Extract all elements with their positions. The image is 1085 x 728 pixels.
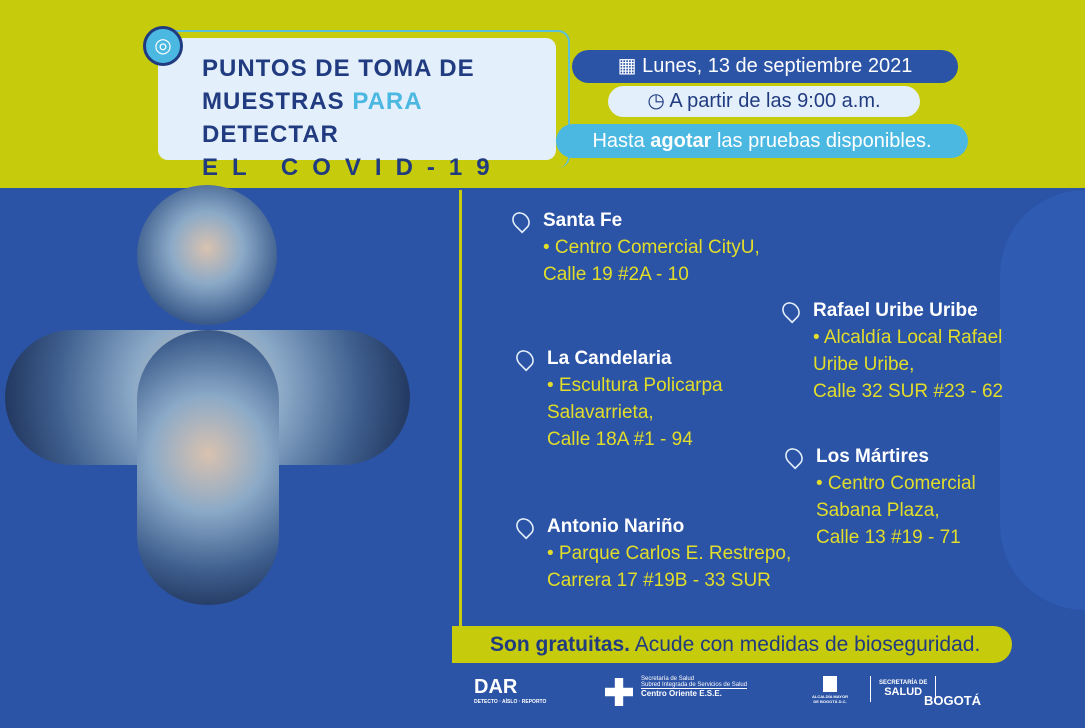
clock-icon: ◷ bbox=[647, 90, 670, 112]
location-address-line: Sabana Plaza, bbox=[816, 500, 940, 521]
location-name: Santa Fe bbox=[543, 210, 623, 231]
location-address-line: Calle 18A #1 - 94 bbox=[547, 429, 693, 450]
location-item bbox=[547, 513, 791, 594]
logo-alcaldia bbox=[812, 676, 848, 704]
location-address-line: Uribe Uribe, bbox=[813, 354, 915, 375]
logo-text: SALUD bbox=[884, 686, 923, 698]
title-line-1: PUNTOS DE TOMA DE bbox=[202, 55, 475, 82]
until-pill bbox=[556, 124, 968, 158]
logo-subred bbox=[605, 676, 747, 698]
until-bold: agotar bbox=[650, 130, 712, 152]
calendar-icon: ▦ bbox=[617, 55, 643, 77]
photo-health-worker bbox=[137, 185, 277, 325]
map-pin-icon bbox=[509, 209, 534, 234]
logo-text: Secretaría de Salud bbox=[641, 676, 695, 682]
location-address-line: Salavarrieta, bbox=[547, 402, 654, 423]
logo-dar bbox=[474, 676, 546, 705]
logo-dar-text: DAR bbox=[474, 676, 518, 698]
location-item bbox=[813, 297, 1003, 405]
title-word: MUESTRAS bbox=[202, 88, 345, 115]
map-pin-icon bbox=[513, 347, 538, 372]
location-name: La Candelaria bbox=[547, 348, 672, 369]
time-text: A partir de las 9:00 a.m. bbox=[669, 90, 881, 112]
location-address-line: Calle 32 SUR #23 - 62 bbox=[813, 381, 1004, 402]
subred-cross-icon bbox=[605, 678, 633, 706]
location-address-line: • Escultura Policarpa bbox=[547, 375, 723, 396]
until-text: las pruebas disponibles. bbox=[711, 130, 932, 152]
location-address-line: • Alcaldía Local Rafael bbox=[813, 327, 1003, 348]
footer-bold: Son gratuitas. bbox=[490, 633, 631, 656]
logo-text: SECRETARÍA DE bbox=[879, 680, 928, 686]
location-name: Los Mártires bbox=[816, 446, 929, 467]
location-item bbox=[543, 207, 760, 288]
photo-swab-test-lower bbox=[137, 330, 279, 605]
title-line-3: EL COVID-19 bbox=[202, 154, 504, 181]
location-address-line: • Parque Carlos E. Restrepo, bbox=[547, 543, 792, 564]
coat-of-arms-icon bbox=[823, 676, 837, 692]
location-address-line: • Centro Comercial CityU, bbox=[543, 237, 760, 258]
logo-text: Subred Integrada de Servicios de Salud bbox=[641, 682, 748, 688]
date-text: Lunes, 13 de septiembre 2021 bbox=[642, 55, 913, 77]
title-line-2 bbox=[202, 85, 556, 151]
title-word: DETECTAR bbox=[202, 121, 339, 148]
location-pin-icon: ◎ bbox=[143, 26, 183, 66]
divider-line bbox=[459, 190, 462, 650]
map-pin-icon bbox=[782, 445, 807, 470]
decorative-shape bbox=[1000, 190, 1085, 610]
location-address-line: Carrera 17 #19B - 33 SUR bbox=[547, 570, 771, 591]
map-pin-icon bbox=[513, 515, 538, 540]
location-address-line: Calle 13 #19 - 71 bbox=[816, 527, 961, 548]
until-text: Hasta bbox=[592, 130, 651, 152]
title-word-para: PARA bbox=[352, 88, 422, 115]
date-pill bbox=[572, 50, 958, 83]
time-pill bbox=[608, 86, 920, 117]
title-box bbox=[158, 38, 556, 181]
logo-dar-sub: DETECTO · AÍSLO · REPORTO bbox=[474, 699, 547, 705]
location-item bbox=[547, 345, 723, 453]
location-name: Rafael Uribe Uribe bbox=[813, 300, 978, 321]
logo-text: ALCALDÍA MAYOR DE BOGOTÁ D.C. bbox=[812, 694, 848, 704]
map-pin-icon bbox=[779, 299, 804, 324]
location-address-line: • Centro Comercial bbox=[816, 473, 976, 494]
location-item bbox=[816, 443, 976, 551]
footer-text: Acude con medidas de bioseguridad. bbox=[630, 633, 981, 656]
location-name: Antonio Nariño bbox=[547, 516, 685, 537]
location-address-line: Calle 19 #2A - 10 bbox=[543, 264, 689, 285]
footer-banner bbox=[452, 626, 1012, 663]
logo-text: Centro Oriente E.S.E. bbox=[641, 688, 747, 698]
logo-bogota: BOGOTÁ bbox=[924, 693, 982, 708]
